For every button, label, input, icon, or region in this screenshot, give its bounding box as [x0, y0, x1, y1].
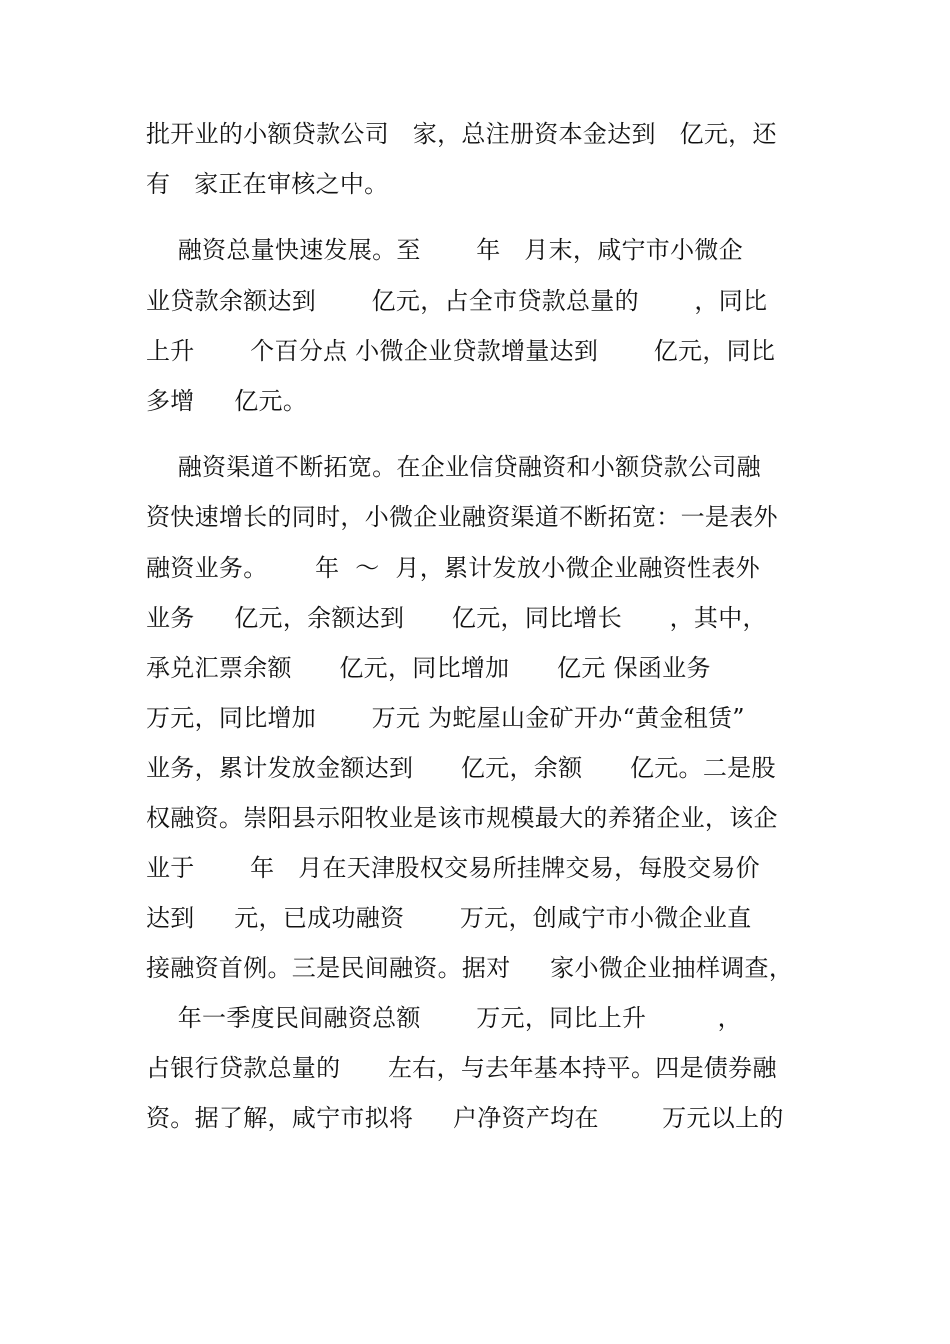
text-line: 业务，累计发放金额达到 亿元，余额 亿元。二是股 [146, 754, 776, 782]
text-line: 达到 元，已成功融资 万元，创咸宁市小微企业直 [146, 904, 752, 932]
text-line: 批开业的小额贷款公司 家，总注册资本金达到 亿元，还 [146, 120, 777, 148]
text-line: 有 家正在审核之中。 [146, 170, 389, 198]
text-line: 资。据了解，咸宁市拟将 户净资产均在 万元以上的 [146, 1104, 784, 1132]
text-line: 融资渠道不断拓宽。在企业信贷融资和小额贷款公司融 [146, 453, 761, 481]
text-line: 万元，同比增加 万元 为蛇屋山金矿开办“黄金租赁” [146, 704, 745, 732]
text-line: 占银行贷款总量的 左右，与去年基本持平。四是债券融 [146, 1054, 777, 1082]
text-line: 上升 个百分点 小微企业贷款增量达到 亿元，同比 [146, 337, 776, 365]
text-line: 资快速增长的同时，小微企业融资渠道不断拓宽：一是表外 [146, 503, 778, 531]
text-line: 权融资。崇阳县示阳牧业是该市规模最大的养猪企业，该企 [146, 804, 778, 832]
text-line: 业贷款余额达到 亿元，占全市贷款总量的 ，同比 [146, 287, 768, 315]
text-line: 业务 亿元，余额达到 亿元，同比增长 ，其中， [146, 604, 767, 632]
text-line: 业于 年 月在天津股权交易所挂牌交易，每股交易价 [146, 854, 760, 882]
text-line: 年一季度民间融资总额 万元，同比上升 ， [146, 1004, 742, 1032]
text-line: 融资总量快速发展。至 年 月末，咸宁市小微企 [146, 236, 744, 264]
text-line: 承兑汇票余额 亿元，同比增加 亿元 保函业务 [146, 654, 711, 682]
text-line: 多增 亿元。 [146, 387, 308, 415]
text-line: 接融资首例。三是民间融资。据对 家小微企业抽样调查， [146, 954, 794, 982]
text-line: 融资业务。 年 ～ 月，累计发放小微企业融资性表外 [146, 554, 760, 582]
